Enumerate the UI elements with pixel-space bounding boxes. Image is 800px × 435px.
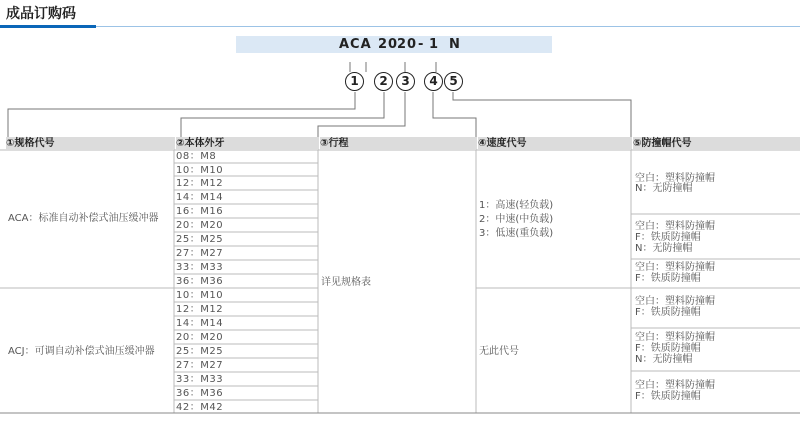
model-code-speed: 1 <box>429 37 440 52</box>
thread-item: 36：M36 <box>176 276 224 287</box>
thread-item: 33：M33 <box>176 374 224 385</box>
cap-option: F：铁质防撞帽 <box>635 232 701 243</box>
thread-item: 27：M27 <box>176 360 224 371</box>
cap-option: N：无防撞帽 <box>635 183 693 194</box>
thread-item: 20：M20 <box>176 332 224 343</box>
model-code-dash: - <box>418 37 425 52</box>
thread-item: 16：M16 <box>176 206 224 217</box>
speed-code: 3：低速(重负载) <box>479 228 554 239</box>
thread-item: 12：M12 <box>176 304 224 315</box>
page-title: 成品订购码 <box>6 6 76 22</box>
header-stroke: ③行程 <box>320 137 476 150</box>
spec-acj: ACJ：可调自动补偿式油压缓冲器 <box>8 346 155 357</box>
thread-item: 14：M14 <box>176 318 224 329</box>
speed-code: 1：高速(轻负载) <box>479 200 554 211</box>
cap-option: F：铁质防撞帽 <box>635 343 701 354</box>
speed-none: 无此代号 <box>479 346 519 357</box>
cap-option: N：无防撞帽 <box>635 354 693 365</box>
cap-option: 空白：塑料防撞帽 <box>635 221 715 232</box>
thread-item: 25：M25 <box>176 234 224 245</box>
thread-item: 25：M25 <box>176 346 224 357</box>
thread-item: 08：M8 <box>176 151 217 162</box>
thread-item: 12：M12 <box>176 178 224 189</box>
header-thread: ②本体外牙 <box>176 137 318 150</box>
marker-4: 4 <box>424 72 443 91</box>
thread-item: 42：M42 <box>176 402 224 413</box>
model-code-thread: 20 <box>378 37 399 52</box>
header-cap: ⑤防撞帽代号 <box>633 137 800 150</box>
cap-option: 空白：塑料防撞帽 <box>635 380 715 391</box>
marker-3: 3 <box>396 72 415 91</box>
marker-5: 5 <box>444 72 463 91</box>
thread-item: 10：M10 <box>176 165 224 176</box>
thread-item: 36：M36 <box>176 388 224 399</box>
thread-item: 20：M20 <box>176 220 224 231</box>
header-speed: ④速度代号 <box>478 137 631 150</box>
model-code-stroke: 20 <box>397 37 418 52</box>
marker-2: 2 <box>374 72 393 91</box>
cap-option: F：铁质防撞帽 <box>635 391 701 402</box>
thread-item: 33：M33 <box>176 262 224 273</box>
marker-1: 1 <box>345 72 364 91</box>
thread-item: 14：M14 <box>176 192 224 203</box>
cap-option: F：铁质防撞帽 <box>635 307 701 318</box>
cap-option: N：无防撞帽 <box>635 243 693 254</box>
speed-code: 2：中速(中负载) <box>479 214 554 225</box>
cap-option: 空白：塑料防撞帽 <box>635 262 715 273</box>
model-code-cap: N <box>449 37 461 52</box>
model-code-series: ACA <box>339 37 372 52</box>
header-spec: ①规格代号 <box>6 137 174 150</box>
cap-option: 空白：塑料防撞帽 <box>635 332 715 343</box>
thread-item: 10：M10 <box>176 290 224 301</box>
spec-aca: ACA：标准自动补偿式油压缓冲器 <box>8 213 159 224</box>
cap-option: F：铁质防撞帽 <box>635 273 701 284</box>
thread-item: 27：M27 <box>176 248 224 259</box>
cap-option: 空白：塑料防撞帽 <box>635 296 715 307</box>
cap-option: 空白：塑料防撞帽 <box>635 173 715 184</box>
stroke-note: 详见规格表 <box>321 277 371 288</box>
